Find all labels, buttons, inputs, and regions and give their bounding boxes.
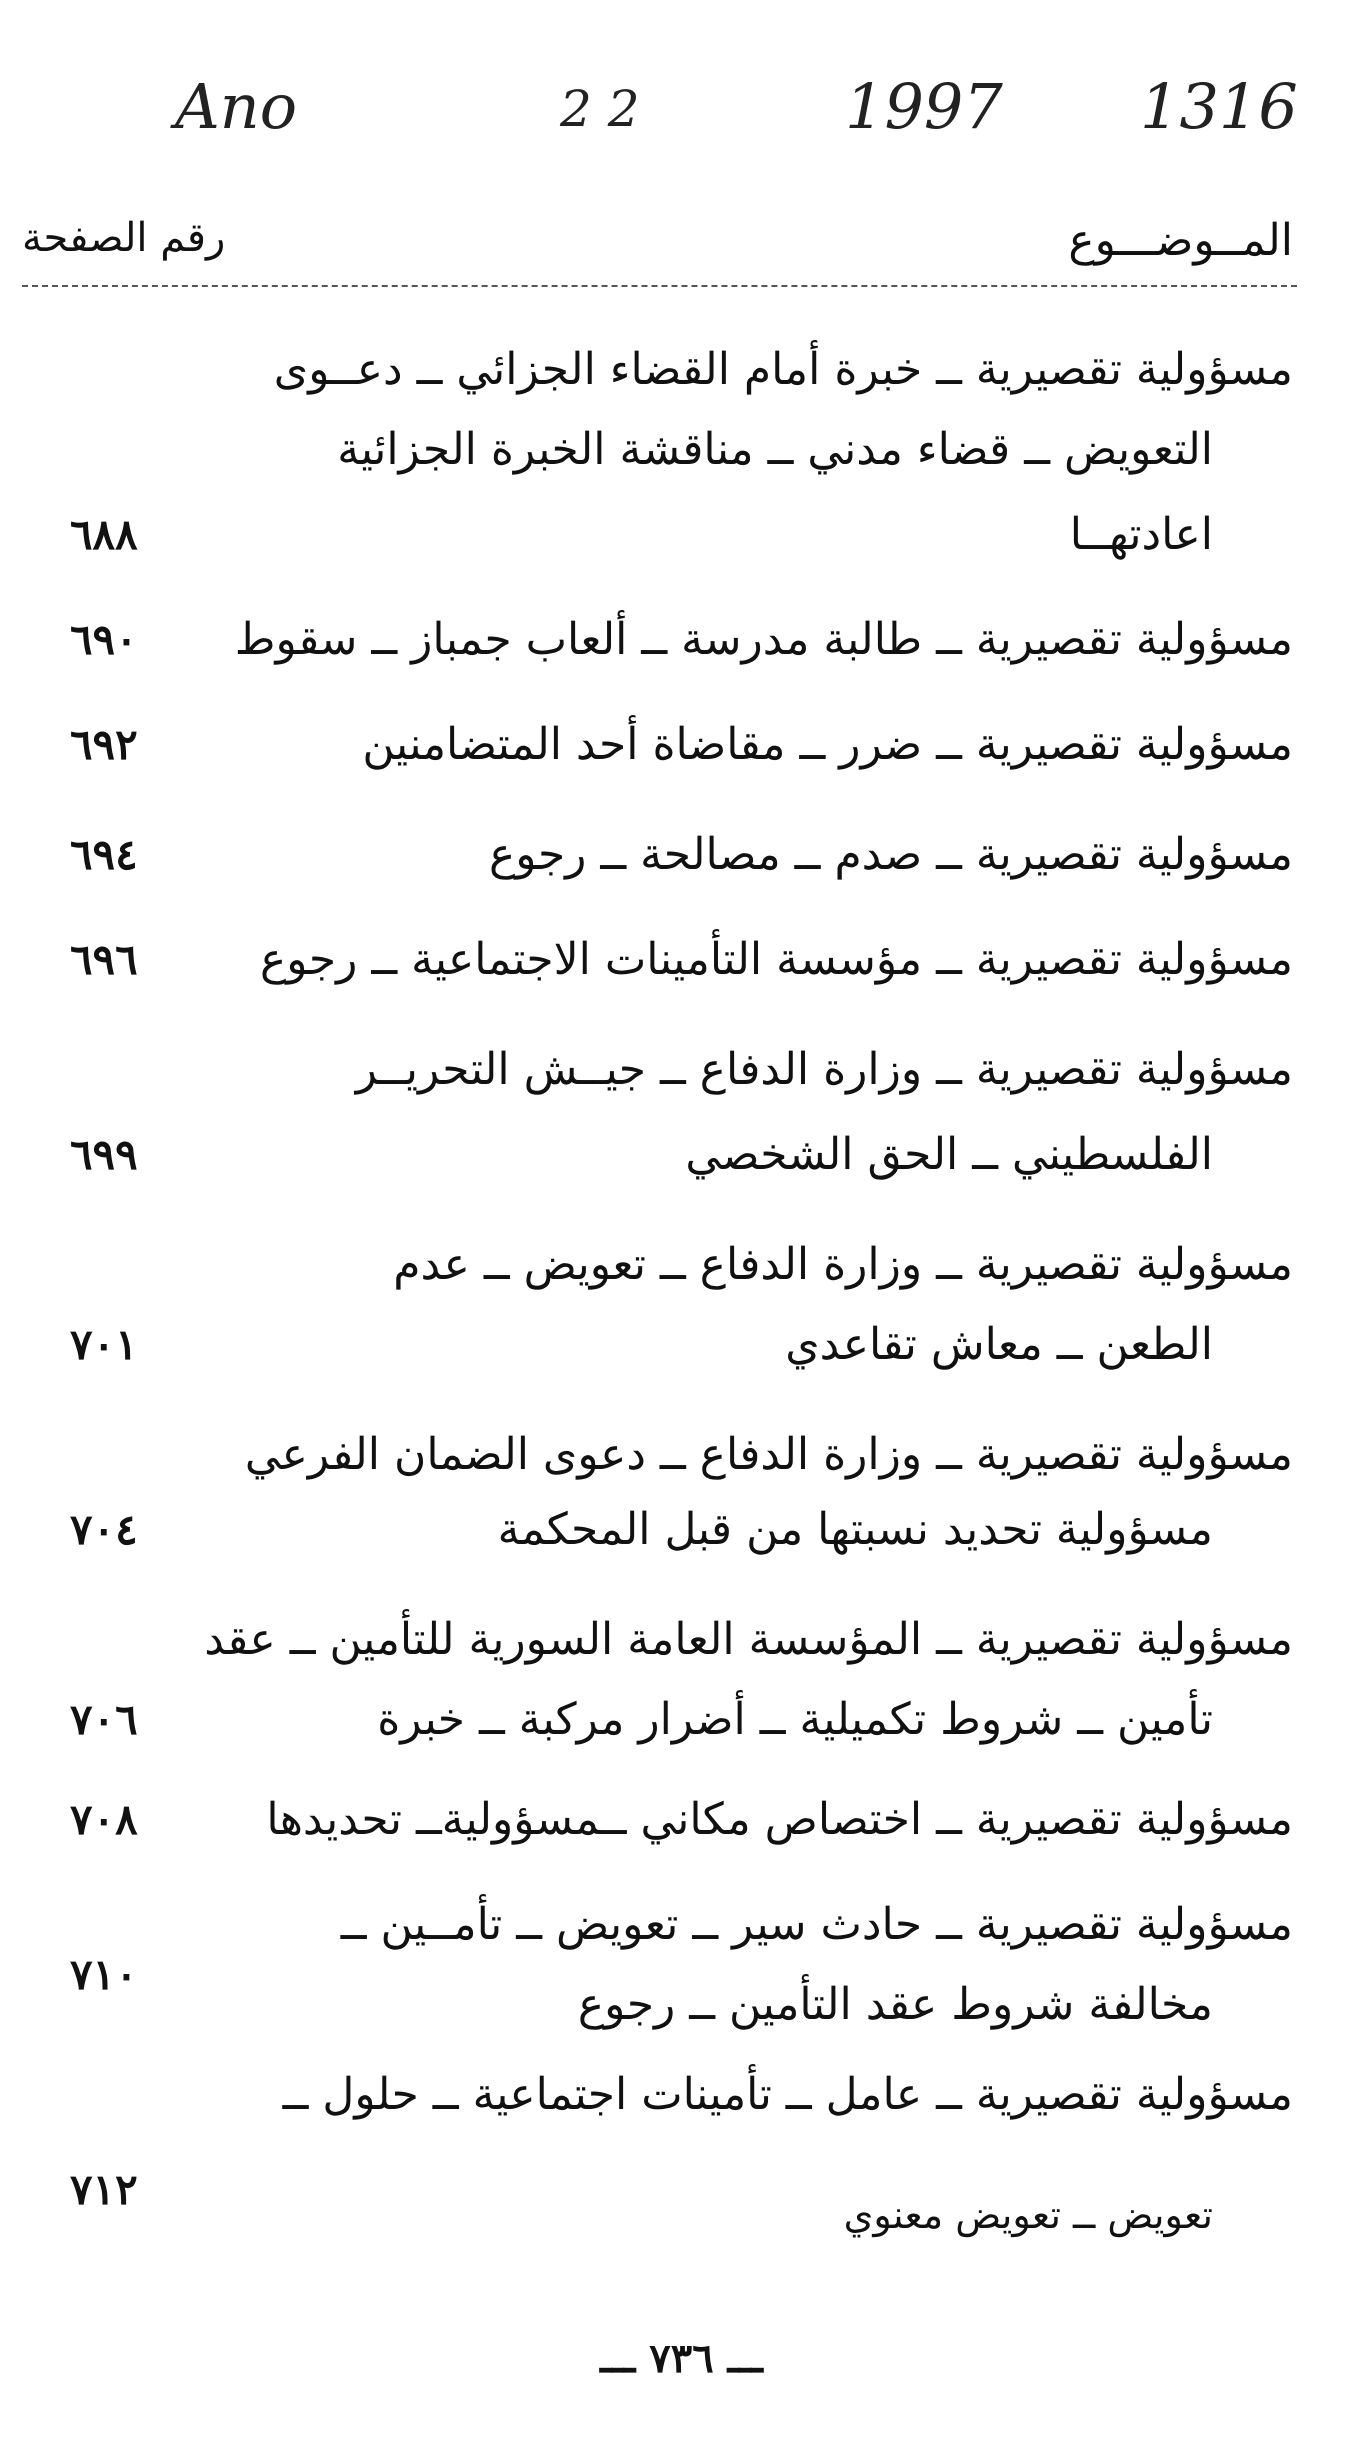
page-number-column-header: رقم الصفحة (22, 215, 226, 261)
entry-line: مسؤولية تقصيرية ــ المؤسسة العامة السورية للتأمين ــ عقد (204, 1614, 1293, 1665)
entry-line: تأمين ــ شروط تكميلية ــ أضرار مركبة ــ خبرة (377, 1694, 1213, 1745)
entry-line: الطعن ــ معاش تقاعدي (785, 1319, 1213, 1370)
handwritten-note-1: Ano (175, 70, 298, 143)
entry-page-number: ٦٩٠ (70, 615, 138, 664)
entry-page-number: ٦٩٦ (70, 935, 138, 984)
entry-line: مسؤولية تقصيرية ــ حادث سير ــ تعويض ــ تأمــين ــ (340, 1899, 1293, 1950)
entry-page-number: ٧٠٦ (70, 1695, 138, 1744)
entry-page-number: ٧١٢ (70, 2165, 138, 2214)
entry-page-number: ٧٠٤ (70, 1505, 138, 1554)
entry-line: مسؤولية تقصيرية ــ خبرة أمام القضاء الجزائي ــ دعــوى (273, 344, 1293, 395)
entry-line: اعادتهــا (1069, 509, 1213, 560)
entry-line: مسؤولية تقصيرية ــ ضرر ــ مقاضاة أحد المتضامنين (362, 719, 1293, 770)
entry-line: تعويض ــ تعويض معنوي (843, 2193, 1213, 2237)
entry-line: التعويض ــ قضاء مدني ــ مناقشة الخبرة الجزائية (337, 424, 1213, 475)
header-divider (22, 285, 1297, 287)
entry-line: مسؤولية تقصيرية ــ وزارة الدفاع ــ دعوى الضمان الفرعي (244, 1429, 1293, 1480)
entry-page-number: ٧٠٨ (70, 1795, 138, 1844)
subject-column-header: المــوضـــوع (1068, 215, 1293, 266)
entry-line: مسؤولية تقصيرية ــ صدم ــ مصالحة ــ رجوع (488, 829, 1293, 880)
entry-page-number: ٦٩٩ (70, 1130, 138, 1179)
entry-line: مسؤولية تقصيرية ــ طالبة مدرسة ــ ألعاب جمباز ــ سقوط (234, 614, 1293, 665)
entry-line: مسؤولية تقصيرية ــ عامل ــ تأمينات اجتماعية ــ حلول ــ (282, 2069, 1293, 2120)
handwritten-note-4: 1316 (1140, 70, 1298, 143)
entry-line: مسؤولية تقصيرية ــ وزارة الدفاع ــ جيــش التحريــر (355, 1044, 1293, 1095)
handwritten-note-2: 2 2 (560, 80, 640, 138)
entry-line: مسؤولية تقصيرية ــ مؤسسة التأمينات الاجتماعية ــ رجوع (259, 934, 1293, 985)
handwritten-note-3: 1997 (845, 70, 1003, 143)
entry-line: مسؤولية تحديد نسبتها من قبل المحكمة (497, 1504, 1213, 1555)
entry-line: مسؤولية تقصيرية ــ اختصاص مكاني ــمسؤوليةــ تحديدها (266, 1794, 1293, 1845)
entry-page-number: ٦٩٤ (70, 830, 138, 879)
entry-line: مسؤولية تقصيرية ــ وزارة الدفاع ــ تعويض ــ عدم (393, 1239, 1293, 1290)
entry-line: الفلسطيني ــ الحق الشخصي (685, 1129, 1213, 1180)
entry-page-number: ٦٩٢ (70, 720, 138, 769)
page-footer-number: ـــ ٧٣٦ ـــ (600, 2335, 763, 2382)
entry-page-number: ٧٠١ (70, 1320, 138, 1369)
entry-page-number: ٧١٠ (70, 1950, 138, 1999)
entry-line: مخالفة شروط عقد التأمين ــ رجوع (577, 1979, 1213, 2030)
entry-page-number: ٦٨٨ (70, 510, 138, 559)
